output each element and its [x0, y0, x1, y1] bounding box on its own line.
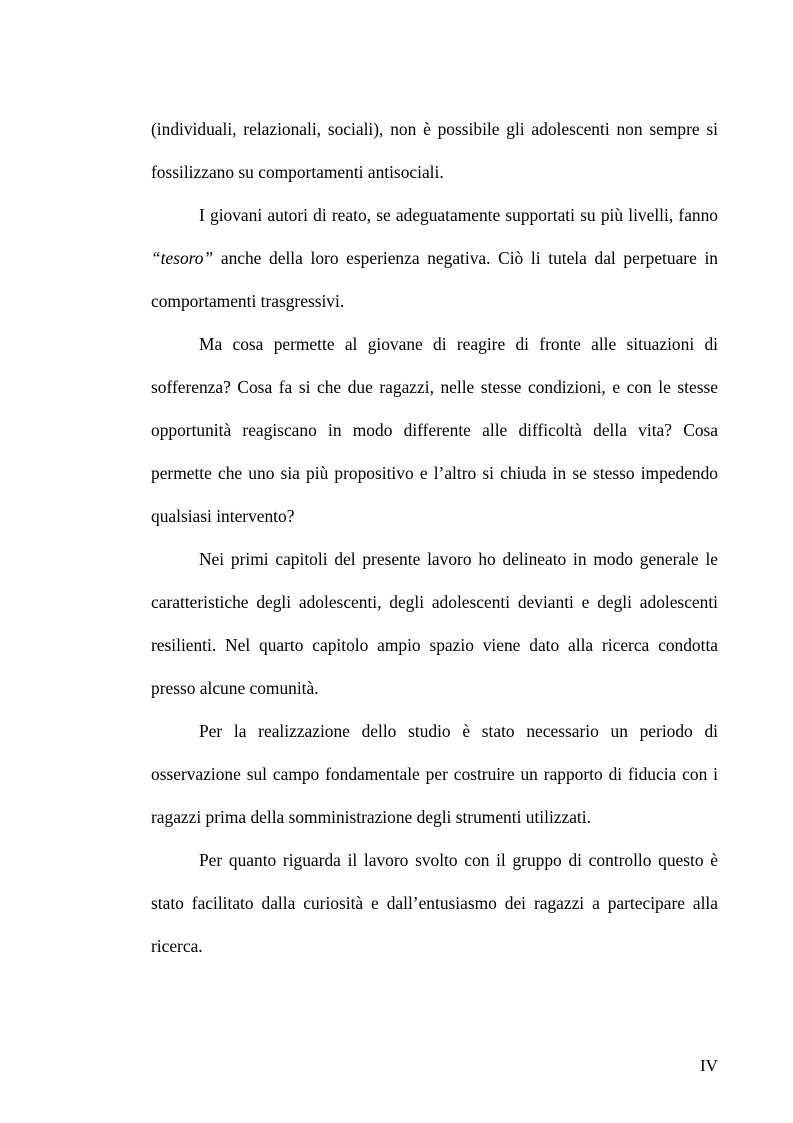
- paragraph-2-start: I giovani autori di reato, se adeguatamente supportati su più livelli, fanno: [199, 205, 718, 225]
- body-text: [151, 108, 718, 968]
- paragraph-1: (individuali, relazionali, sociali), non è possibile gli adolescenti non sempre si fossilizzano su comportamenti antisociali.: [151, 119, 718, 182]
- paragraph-6: Per quanto riguarda il lavoro svolto con il gruppo di controllo questo è stato facilitato dalla curiosità e dall’entusiasmo dei ragazzi a partecipare alla ricerca.: [151, 850, 718, 956]
- paragraph-2: [151, 194, 718, 323]
- paragraph-2-end: anche della loro esperienza negativa. Ciò li tutela dal perpetuare in comportamenti trasgressivi.: [151, 248, 718, 311]
- paragraph-4: Nei primi capitoli del presente lavoro ho delineato in modo generale le caratteristiche degli adolescenti, degli adolescenti devianti e degli adolescenti resilienti. Nel quarto capitolo ampio spazio viene dato alla ricerca condotta presso alcune comunità.: [151, 549, 718, 698]
- page-number: IV: [700, 1056, 718, 1075]
- paragraph-5: Per la realizzazione dello studio è stato necessario un periodo di osservazione sul campo fondamentale per costruire un rapporto di fiducia con i ragazzi prima della somministrazione degli strumenti utilizzati.: [151, 721, 718, 827]
- paragraph-3: Ma cosa permette al giovane di reagire di fronte alle situazioni di sofferenza? Cosa fa si che due ragazzi, nelle stesse condizioni, e con le stesse opportunità reagiscano in modo differente alle difficoltà della vita? Cosa permette che uno sia più propositivo e l’altro si chiuda in se stesso impedendo qualsiasi intervento?: [151, 334, 718, 526]
- emphasis-tesoro: “tesoro”: [151, 248, 214, 268]
